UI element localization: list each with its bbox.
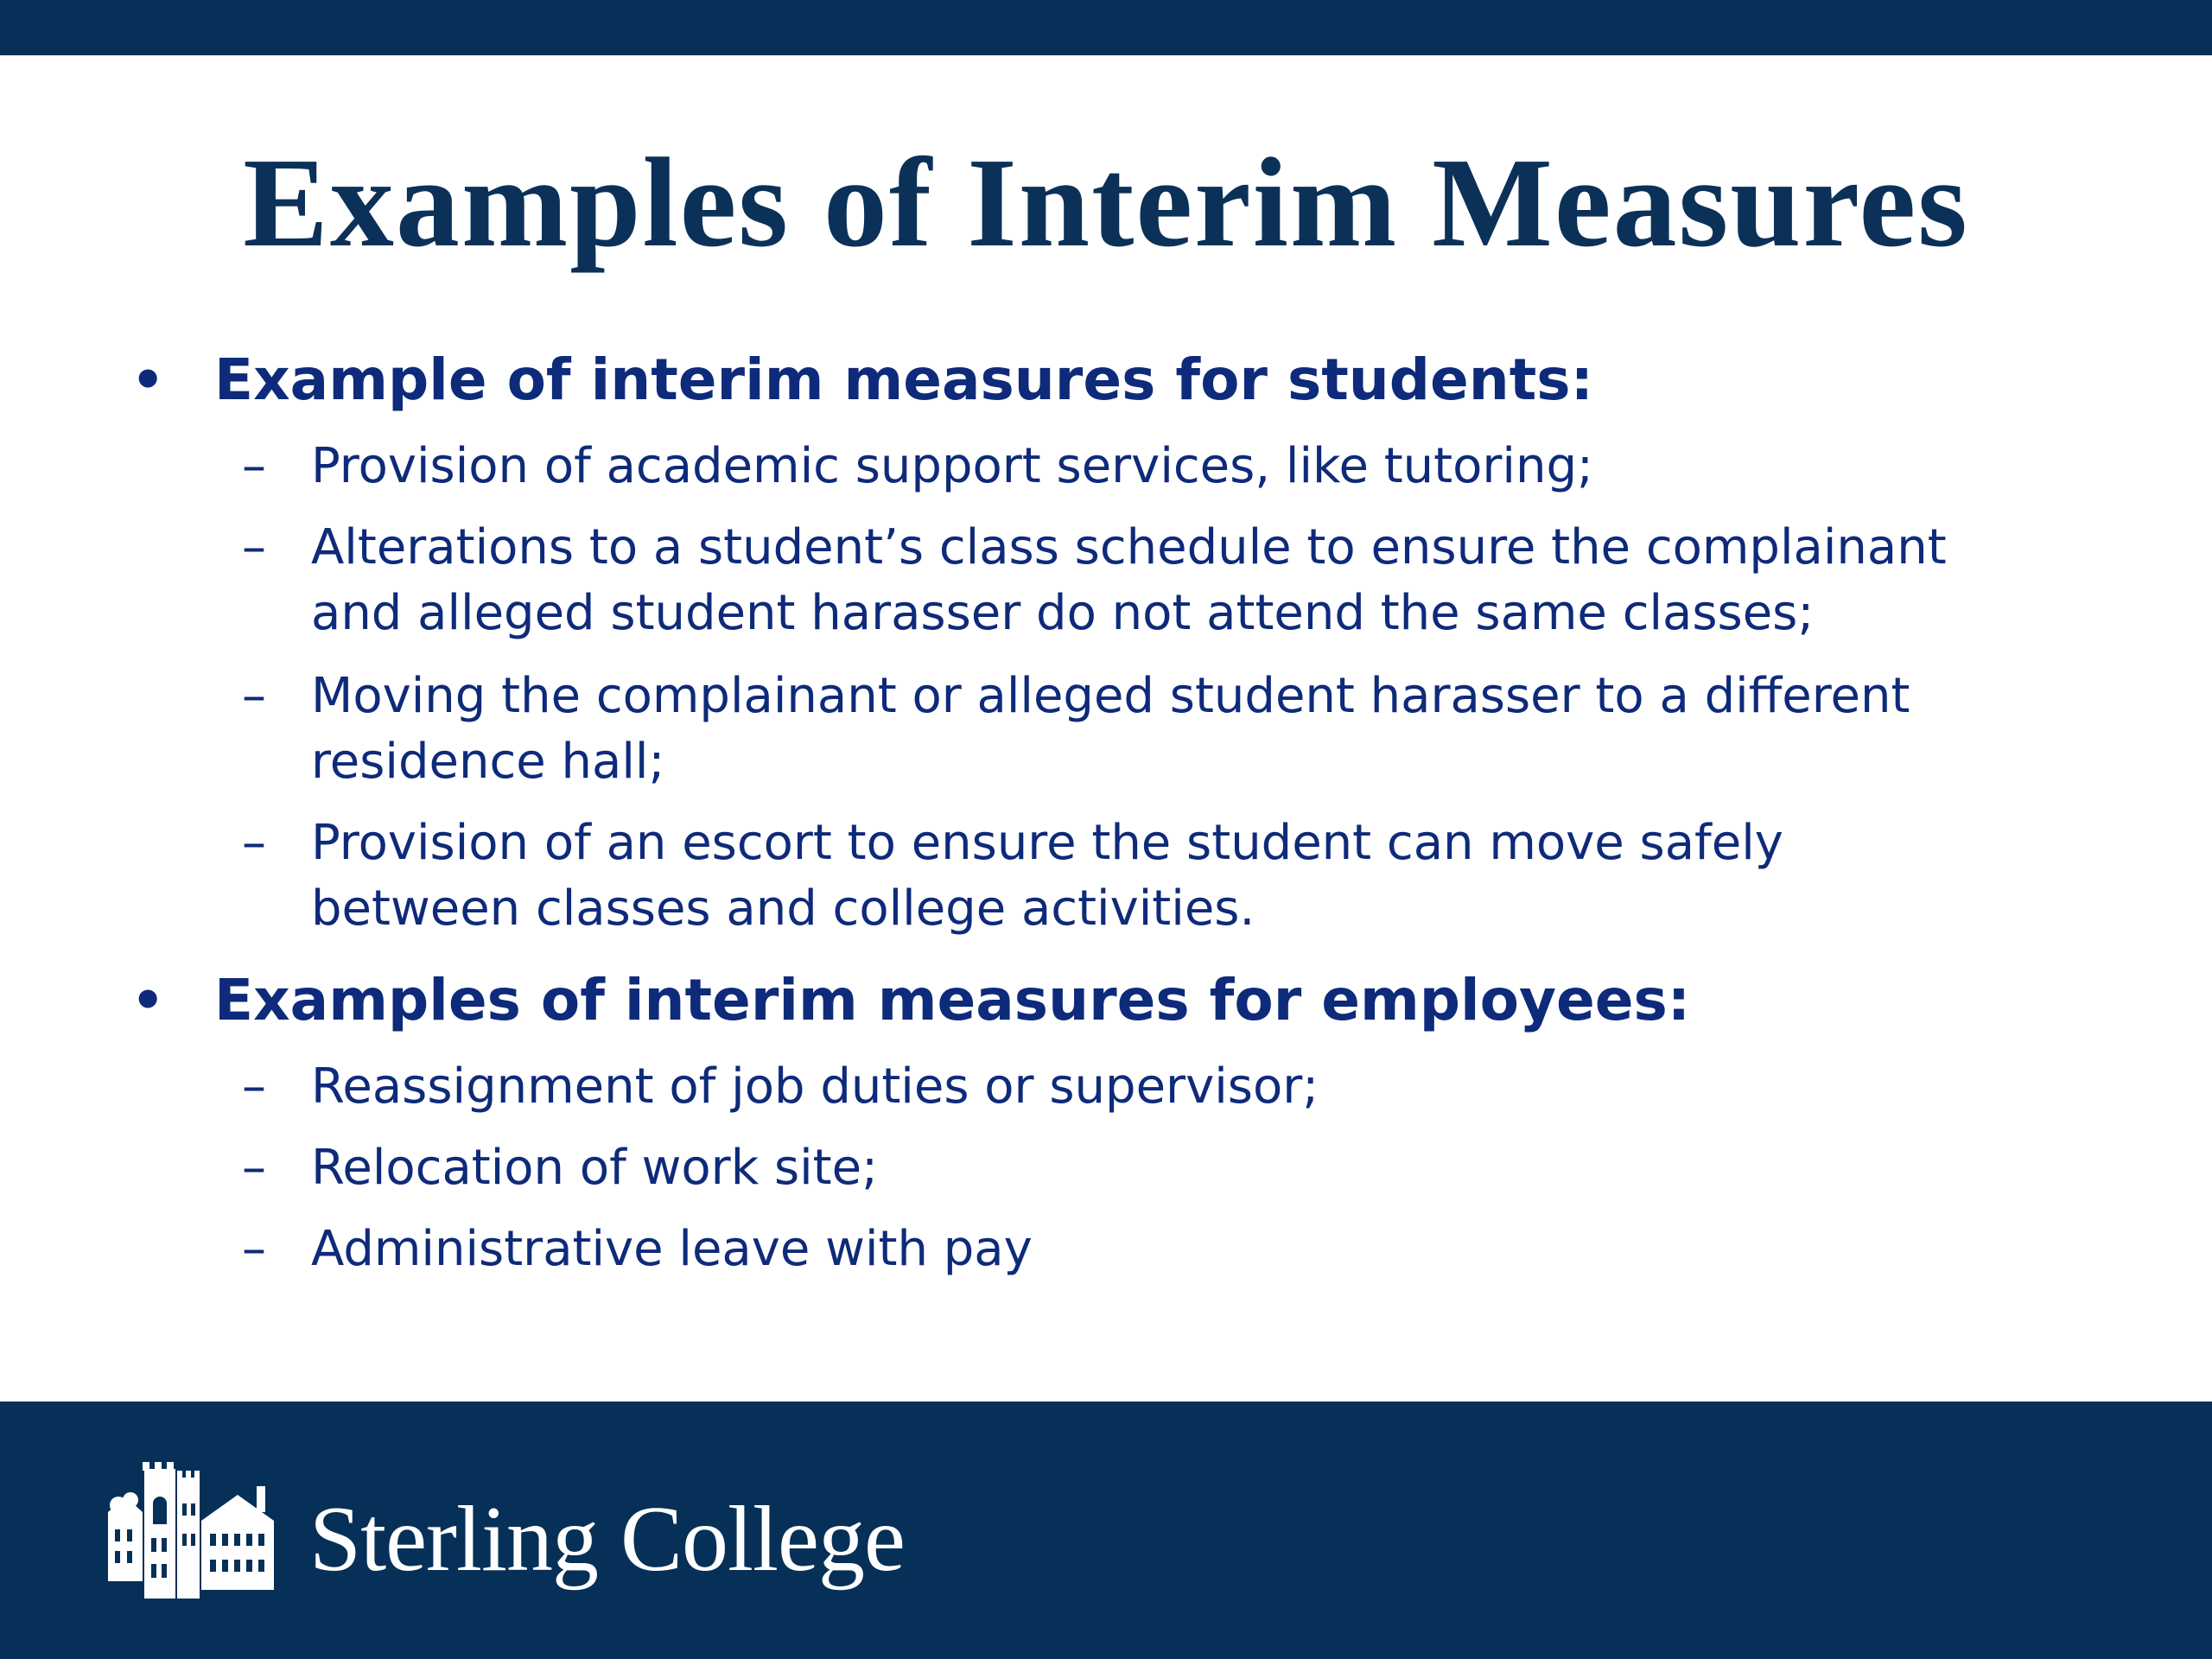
list-item-text: Provision of academic support services, like tutoring; <box>311 438 1593 494</box>
list-item <box>0 810 2212 876</box>
list-item-text: Moving the complainant or alleged student harasser to a different <box>311 668 1910 724</box>
section-heading-students <box>0 346 2212 415</box>
dash: – <box>242 519 266 575</box>
dash: – <box>242 1221 266 1277</box>
section-heading-text: Examples of interim measures for employees: <box>214 967 1691 1033</box>
list-item-text: between classes and college activities. <box>311 880 1255 937</box>
dash: – <box>242 1058 266 1115</box>
list-item-text: Administrative leave with pay <box>311 1221 1033 1277</box>
college-name: Sterling College <box>309 1488 905 1591</box>
list-item-text: Reassignment of job duties or supervisor; <box>311 1058 1319 1115</box>
top-bar <box>0 0 2212 55</box>
list-item <box>0 1217 2212 1282</box>
dash: – <box>242 815 266 871</box>
list-item <box>0 434 2212 499</box>
list-item-text: Alterations to a student’s class schedule to ensure the complainant <box>311 519 1947 575</box>
section-heading-employees <box>0 966 2212 1035</box>
castle-building-icon <box>108 1452 289 1607</box>
bullet: • <box>131 970 165 1031</box>
list-item <box>0 664 2212 729</box>
dash: – <box>242 668 266 724</box>
section-heading-text: Example of interim measures for students: <box>214 346 1593 413</box>
list-item <box>0 1135 2212 1201</box>
dash: – <box>242 1140 266 1196</box>
list-item-text: and alleged student harasser do not attend the same classes; <box>311 585 1815 641</box>
list-item-text: residence hall; <box>311 734 665 790</box>
list-item <box>0 515 2212 581</box>
list-item-text: Provision of an escort to ensure the student can move safely <box>311 815 1783 871</box>
list-item-continuation <box>0 581 2212 646</box>
list-item-continuation <box>0 729 2212 795</box>
dash: – <box>242 438 266 494</box>
slide-title: Examples of Interim Measures <box>243 132 1969 274</box>
list-item-continuation <box>0 876 2212 942</box>
list-item-text: Relocation of work site; <box>311 1140 878 1196</box>
list-item <box>0 1054 2212 1120</box>
bullet: • <box>131 350 165 410</box>
